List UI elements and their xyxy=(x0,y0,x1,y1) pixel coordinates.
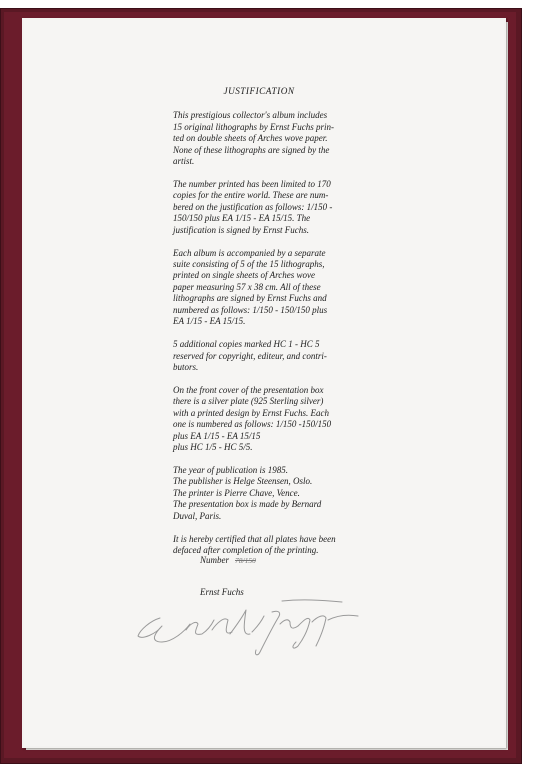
text-line: None of these lithographs are signed by the xyxy=(173,144,330,155)
text-line: The presentation box is made by Bernard xyxy=(173,499,322,510)
text-line: plus HC 1/5 - HC 5/5. xyxy=(173,441,253,452)
paragraph-6 xyxy=(173,465,345,522)
paragraph-1 xyxy=(173,110,345,167)
text-line: defaced after completion of the printing. xyxy=(173,544,319,555)
text-line: Each album is accompanied by a separate xyxy=(173,247,326,258)
text-line: butors. xyxy=(173,361,199,372)
text-line: This prestigious collector's album includes xyxy=(173,110,328,121)
text-line: paper measuring 57 x 38 cm. All of these xyxy=(173,281,321,292)
text-line: 150/150 plus EA 1/15 - EA 15/15. The xyxy=(173,213,311,224)
text-line: 5 additional copies marked HC 1 - HC 5 xyxy=(173,339,320,350)
text-line: lithographs are signed by Ernst Fuchs and xyxy=(173,293,327,304)
text-line: bered on the justification as follows: 1/150 - xyxy=(173,201,333,212)
text-line: The number printed has been limited to 170 xyxy=(173,179,331,190)
text-line: there is a silver plate (925 Sterling silver) xyxy=(173,396,324,407)
paragraph-3 xyxy=(173,248,345,328)
number-value: 78/150 xyxy=(235,556,256,565)
signer-name: Ernst Fuchs xyxy=(200,587,244,597)
text-line: copies for the entire world. These are num- xyxy=(173,190,329,201)
text-line: suite consisting of 5 of the 15 lithographs, xyxy=(173,259,325,270)
number-label: Number xyxy=(200,555,229,565)
text-line: On the front cover of the presentation box xyxy=(173,384,324,395)
text-line: The year of publication is 1985. xyxy=(173,464,288,475)
text-line: plus EA 1/15 - EA 15/15 xyxy=(173,430,261,441)
text-line: 15 original lithographs by Ernst Fuchs prin- xyxy=(173,121,335,132)
text-line: with a printed design by Ernst Fuchs. Each xyxy=(173,407,329,418)
edition-number xyxy=(200,555,256,565)
text-line: EA 1/15 - EA 15/15. xyxy=(173,316,246,327)
paragraph-7 xyxy=(173,534,345,557)
justification-text xyxy=(173,86,345,568)
text-line: numbered as follows: 1/150 - 150/150 plus xyxy=(173,304,328,315)
text-line: Duval, Paris. xyxy=(173,510,222,521)
text-line: reserved for copyright, editeur, and contri- xyxy=(173,350,327,361)
pencil-signature xyxy=(132,590,372,660)
text-line: It is hereby certified that all plates have been xyxy=(173,533,336,544)
text-line: printed on single sheets of Arches wove xyxy=(173,270,315,281)
paragraph-2 xyxy=(173,179,345,236)
text-line: The publisher is Helge Steensen, Oslo. xyxy=(173,476,313,487)
text-line: justification is signed by Ernst Fuchs. xyxy=(173,224,309,235)
text-line: artist. xyxy=(173,156,195,167)
page-title: JUSTIFICATION xyxy=(223,86,295,96)
text-line: ted on double sheets of Arches wove paper. xyxy=(173,133,328,144)
paragraph-5 xyxy=(173,385,345,453)
text-line: one is numbered as follows: 1/150 -150/150 xyxy=(173,419,332,430)
text-line: The printer is Pierre Chave, Vence. xyxy=(173,487,300,498)
paragraph-4 xyxy=(173,339,345,373)
